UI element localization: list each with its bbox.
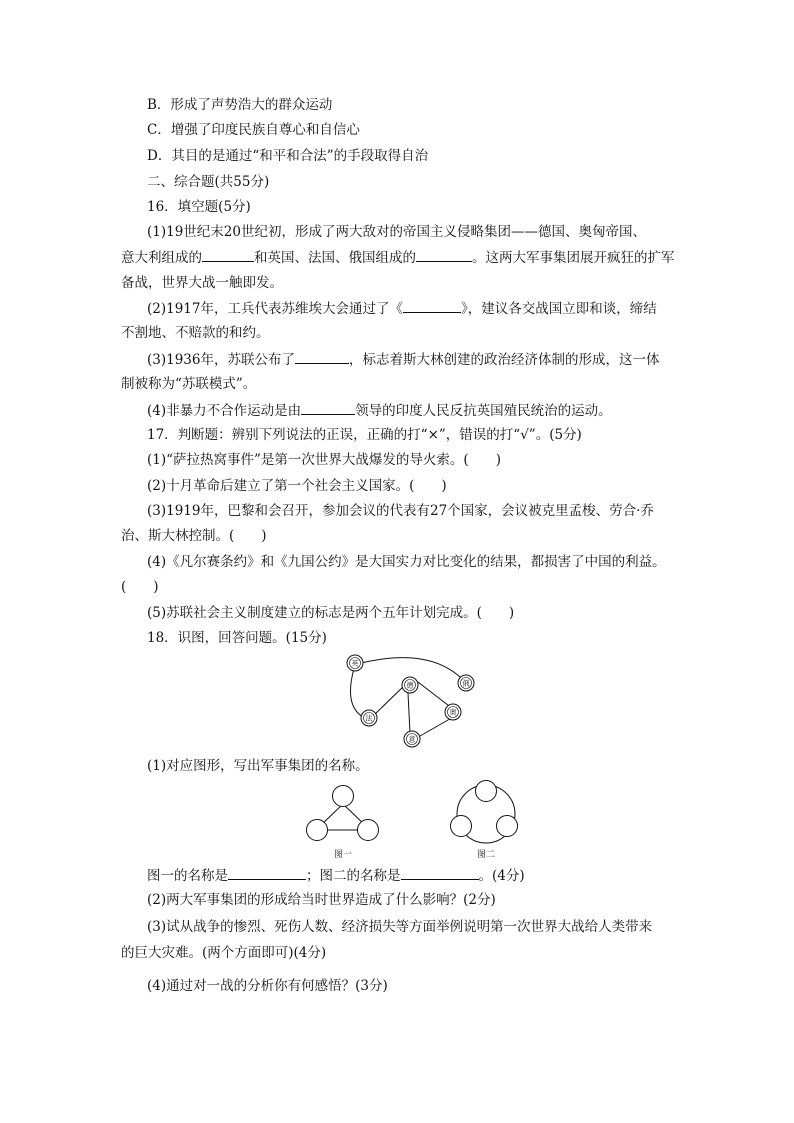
figure-two-caption: 图二 (476, 850, 496, 860)
q16-text: 。这两大军事集团展开疯狂的扩军 (472, 250, 675, 266)
node-label: 意 (408, 735, 416, 744)
q16-text: 》，建议各交战国立即和谈，缔结 (460, 301, 657, 317)
option-c: C．增强了印度民族自尊心和自信心 (147, 122, 360, 138)
q16-p1-line3: 备战，世界大战一触即发。 (121, 275, 283, 291)
edge-de-yi (408, 693, 410, 733)
q16-text: 和英国、法国、俄国组成的 (254, 250, 416, 266)
q18-text: 。(4分) (478, 868, 525, 884)
alliance-diagram (338, 650, 478, 750)
q16-text: ，标志着斯大林创建的政治经济体制的形成，这一体 (348, 352, 660, 368)
q16-p1-line1: (1)19世纪末20世纪初，形成了两大敌对的帝国主义侵略集团——德国、奥匈帝国、 (147, 224, 646, 240)
answer-blank[interactable] (202, 248, 254, 262)
q16-p2-line2: 不割地、不赔款的和约。 (121, 325, 270, 341)
option-b: B．形成了声势浩大的群众运动 (147, 97, 333, 113)
edge-fa-e (372, 683, 407, 717)
q16-p3-line2: 制被称为“苏联模式”。 (121, 376, 257, 392)
q18-sub3-line1: (3)试从战争的惨烈、死伤人数、经济损失等方面举例说明第一次世界大战给人类带来 (147, 919, 653, 935)
q16-text: (2)1917年，工兵代表苏维埃大会通过了《 (147, 301, 403, 317)
node-label: 奥 (449, 708, 457, 717)
q18-sub2: (2)两大军事集团的形成给当时世界造成了什么影响？(2分) (147, 892, 496, 908)
q16-text: (3)1936年，苏联公布了 (147, 352, 295, 368)
q16-p3-line1 (147, 350, 659, 369)
q17-s4-line1: (4)《凡尔赛条约》和《九国公约》是大国实力对比变化的结果，都损害了中国的利益。 (147, 554, 666, 570)
q18-text: ；图二的名称是 (306, 868, 401, 884)
node-label: 俄 (462, 679, 470, 688)
q17-s4-line2: ( ) (121, 579, 159, 595)
q17-s2: (2)十月革命后建立了第一个社会主义国家。( ) (147, 478, 447, 494)
edge-ying-fa (351, 665, 364, 717)
q16-text: 领导的印度人民反抗英国殖民统治的运动。 (355, 403, 612, 419)
q17-s1: (1)“萨拉热窝事件”是第一次世界大战爆发的导火索。( ) (147, 452, 501, 468)
q17-title: 17．判断题：辨别下列说法的正误，正确的打“×”，错误的打“√”。(5分) (147, 427, 582, 443)
q18-answer-line (147, 866, 525, 885)
section-title: 二、综合题(共55分) (147, 174, 270, 190)
answer-blank[interactable] (416, 248, 472, 262)
q16-p1-line2 (121, 248, 675, 267)
node-label: 英 (351, 659, 359, 668)
q17-s3-line2: 治、斯大林控制。( ) (121, 528, 267, 544)
edge-de-ao (418, 682, 453, 709)
q18-text: 图一的名称是 (147, 868, 228, 884)
q16-p2-line1 (147, 299, 657, 318)
figure-one (300, 780, 390, 865)
q17-s5: (5)苏联社会主义制度建立的标志是两个五年计划完成。( ) (147, 605, 515, 621)
q16-p4 (147, 401, 612, 420)
answer-blank[interactable] (228, 866, 306, 880)
q16-title: 16．填空题(5分) (147, 199, 251, 215)
q18-sub3-line2: 的巨大灾难。(两个方面即可)(4分) (121, 945, 327, 961)
answer-blank[interactable] (301, 401, 355, 415)
q18-title: 18．识图，回答问题。(15分) (147, 630, 327, 646)
q16-text: 意大利组成的 (121, 250, 202, 266)
answer-blank[interactable] (403, 299, 461, 313)
answer-blank[interactable] (295, 350, 349, 364)
node-label: 德 (406, 681, 414, 690)
q16-text: (4)非暴力不合作运动是由 (147, 403, 302, 419)
option-d: D．其目的是通过“和平和合法”的手段取得自治 (147, 148, 429, 164)
figure-two (440, 772, 530, 865)
figure-one-caption: 图一 (333, 850, 353, 860)
node-label: 法 (365, 714, 373, 723)
q18-sub4: (4)通过对一战的分析你有何感悟？(3分) (147, 978, 388, 994)
q17-s3-line1: (3)1919年，巴黎和会召开，参加会议的代表有27个国家，会议被克里孟梭、劳合·乔 (147, 503, 654, 519)
q18-sub1: (1)对应图形，写出军事集团的名称。 (147, 758, 369, 774)
answer-blank[interactable] (401, 866, 479, 880)
